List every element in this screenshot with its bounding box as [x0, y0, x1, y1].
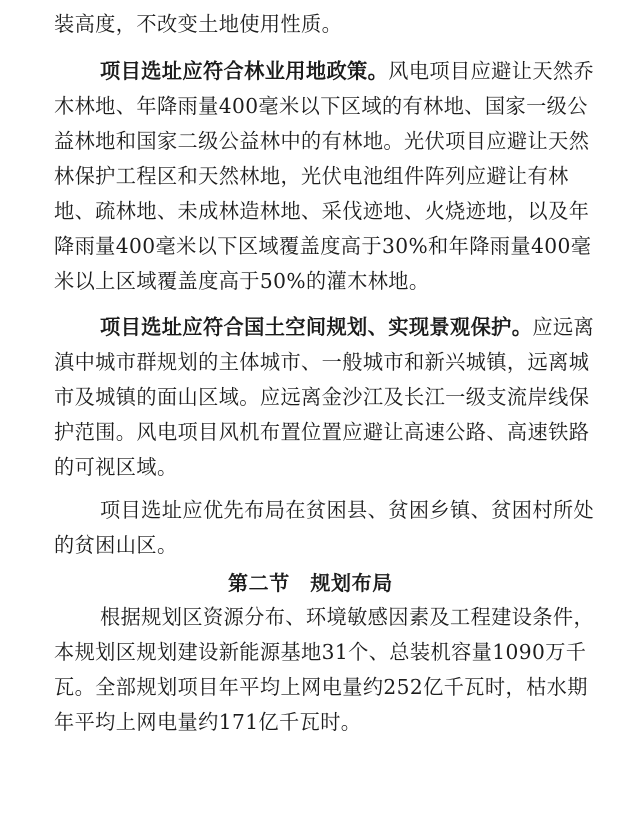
paragraph-1-line-5: 地、疏林地、未成林造林地、采伐迹地、火烧迹地，以及年 — [54, 199, 590, 223]
paragraph-0-line-1: 装高度，不改变土地使用性质。 — [54, 12, 343, 36]
paragraph-3-line-2: 的贫困山区。 — [54, 533, 178, 557]
paragraph-2-line-2: 滇中城市群规划的主体城市、一般城市和新兴城镇，远离城 — [54, 350, 590, 374]
paragraph-1-line-7: 米以上区域覆盖度高于50%的灌木林地。 — [54, 269, 430, 293]
paragraph-2-line-1 — [100, 314, 594, 340]
paragraph-1-line-1-text: 风电项目应避让天然乔 — [388, 59, 595, 83]
paragraph-1-line-3: 益林地和国家二级公益林中的有林地。光伏项目应避让天然 — [54, 129, 590, 153]
paragraph-4-line-2: 本规划区规划建设新能源基地31个、总装机容量1090万千 — [54, 640, 587, 664]
paragraph-4-line-4: 年平均上网电量约171亿千瓦时。 — [54, 710, 362, 734]
paragraph-4-line-1: 根据规划区资源分布、环境敏感因素及工程建设条件， — [100, 605, 595, 629]
paragraph-4-line-3: 瓦。全部规划项目年平均上网电量约252亿千瓦时，枯水期 — [54, 675, 588, 699]
paragraph-2-line-1-text: 应远离 — [532, 315, 595, 339]
forest-policy-heading: 项目选址应符合林业用地政策。 — [100, 59, 389, 83]
paragraph-3-line-1: 项目选址应优先布局在贫困县、贫困乡镇、贫困村所处 — [100, 498, 595, 522]
paragraph-2-line-4: 护范围。风电项目风机布置位置应避让高速公路、高速铁路 — [54, 420, 590, 444]
paragraph-1-line-1 — [100, 58, 594, 84]
paragraph-1-line-2: 木林地、年降雨量400毫米以下区域的有林地、国家一级公 — [54, 94, 588, 118]
paragraph-2-line-5: 的可视区域。 — [54, 455, 178, 479]
paragraph-1-line-6: 降雨量400毫米以下区域覆盖度高于30%和年降雨量400毫 — [54, 234, 592, 258]
paragraph-1-line-4: 林保护工程区和天然林地，光伏电池组件阵列应避让有林 — [54, 164, 569, 188]
paragraph-2-line-3: 市及城镇的面山区域。应远离金沙江及长江一级支流岸线保 — [54, 385, 590, 409]
spatial-planning-heading: 项目选址应符合国土空间规划、实现景观保护。 — [100, 315, 533, 339]
section-heading: 第二节 规划布局 — [228, 571, 393, 595]
